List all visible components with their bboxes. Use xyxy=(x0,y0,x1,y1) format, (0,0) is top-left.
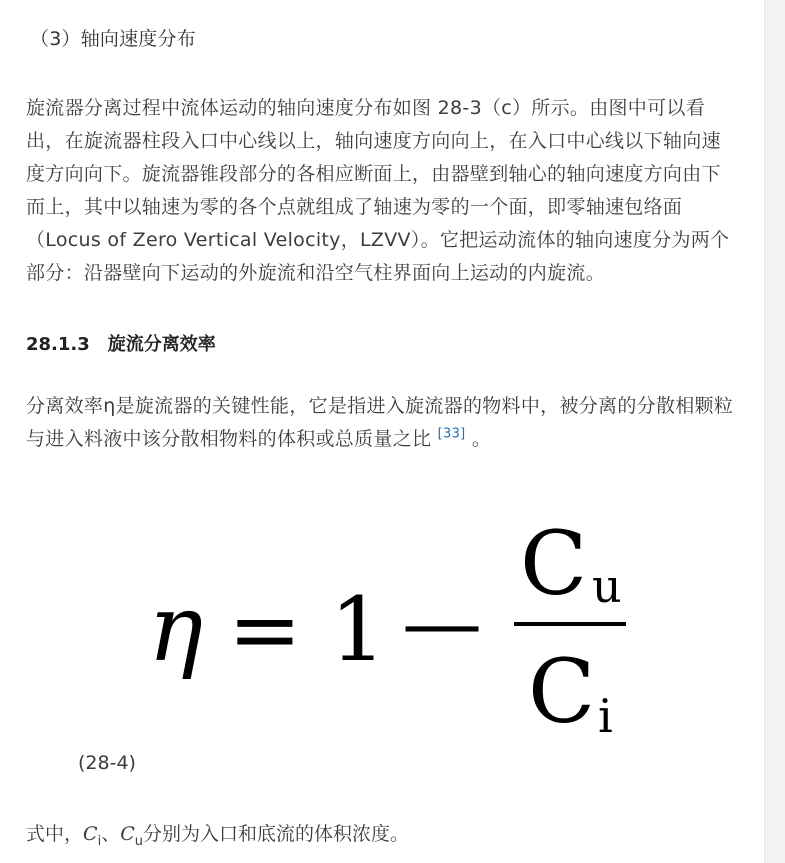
paragraph-end-punctuation: 。 xyxy=(465,428,492,450)
formula-numerator-c: C xyxy=(520,512,588,615)
formula-denominator-sub: i xyxy=(598,689,613,743)
var-cu: C xyxy=(120,823,135,845)
paragraph-axial-velocity: 旋流器分离过程中流体运动的轴向速度分布如图 28-3（c）所示。由图中可以看出，在旋流器柱段入口中心线以上，轴向速度方向向上，在入口中心线以下轴向速度方向向下。旋流器锥段部分的各相应断面上，由器壁到轴心的轴向速度方向由下而上，其中以轴速为零的各个点就组成了轴速为零的一个面，即零轴速包络面（Locus of Zero Vertical Velocity，LZVV）。它把运动流体的轴向速度分为两个部分：沿器壁向下运动的外旋流和沿空气柱界面向上运动的内旋流。 xyxy=(26,97,730,284)
var-ci-sub: i xyxy=(97,833,102,849)
section-title-text: 旋流分离效率 xyxy=(107,334,216,355)
definitions-separator: 、 xyxy=(101,823,121,845)
formula-minus: — xyxy=(402,576,482,669)
formula-graphic xyxy=(140,510,640,750)
paragraph-variable-definitions xyxy=(26,818,409,851)
section-number: 28.1.3 xyxy=(26,334,90,355)
definitions-suffix: 分别为入口和底流的体积浓度。 xyxy=(143,823,410,845)
var-cu-sub: u xyxy=(134,833,143,849)
formula-eta: η xyxy=(148,575,204,682)
formula-denominator-c: C xyxy=(528,640,596,743)
equation-number: (28-4) xyxy=(78,752,136,774)
formula-numerator-sub: u xyxy=(592,559,622,613)
section-title xyxy=(26,330,216,356)
formula-one: 1 xyxy=(330,578,386,681)
paragraph-efficiency-definition xyxy=(26,390,740,456)
citation-link[interactable]: [33] xyxy=(437,426,466,442)
formula-equals: = xyxy=(228,578,302,681)
var-ci: C xyxy=(83,823,98,845)
right-scroll-rail[interactable] xyxy=(764,0,785,863)
subheading-axial-velocity: （3）轴向速度分布 xyxy=(30,28,196,50)
definitions-prefix: 式中， xyxy=(26,823,84,845)
paragraph-efficiency-text: 分离效率η是旋流器的关键性能，它是指进入旋流器的物料中，被分离的分散相颗粒与进入料液中该分散相物料的体积或总质量之比 xyxy=(26,395,734,450)
efficiency-formula xyxy=(140,510,640,750)
